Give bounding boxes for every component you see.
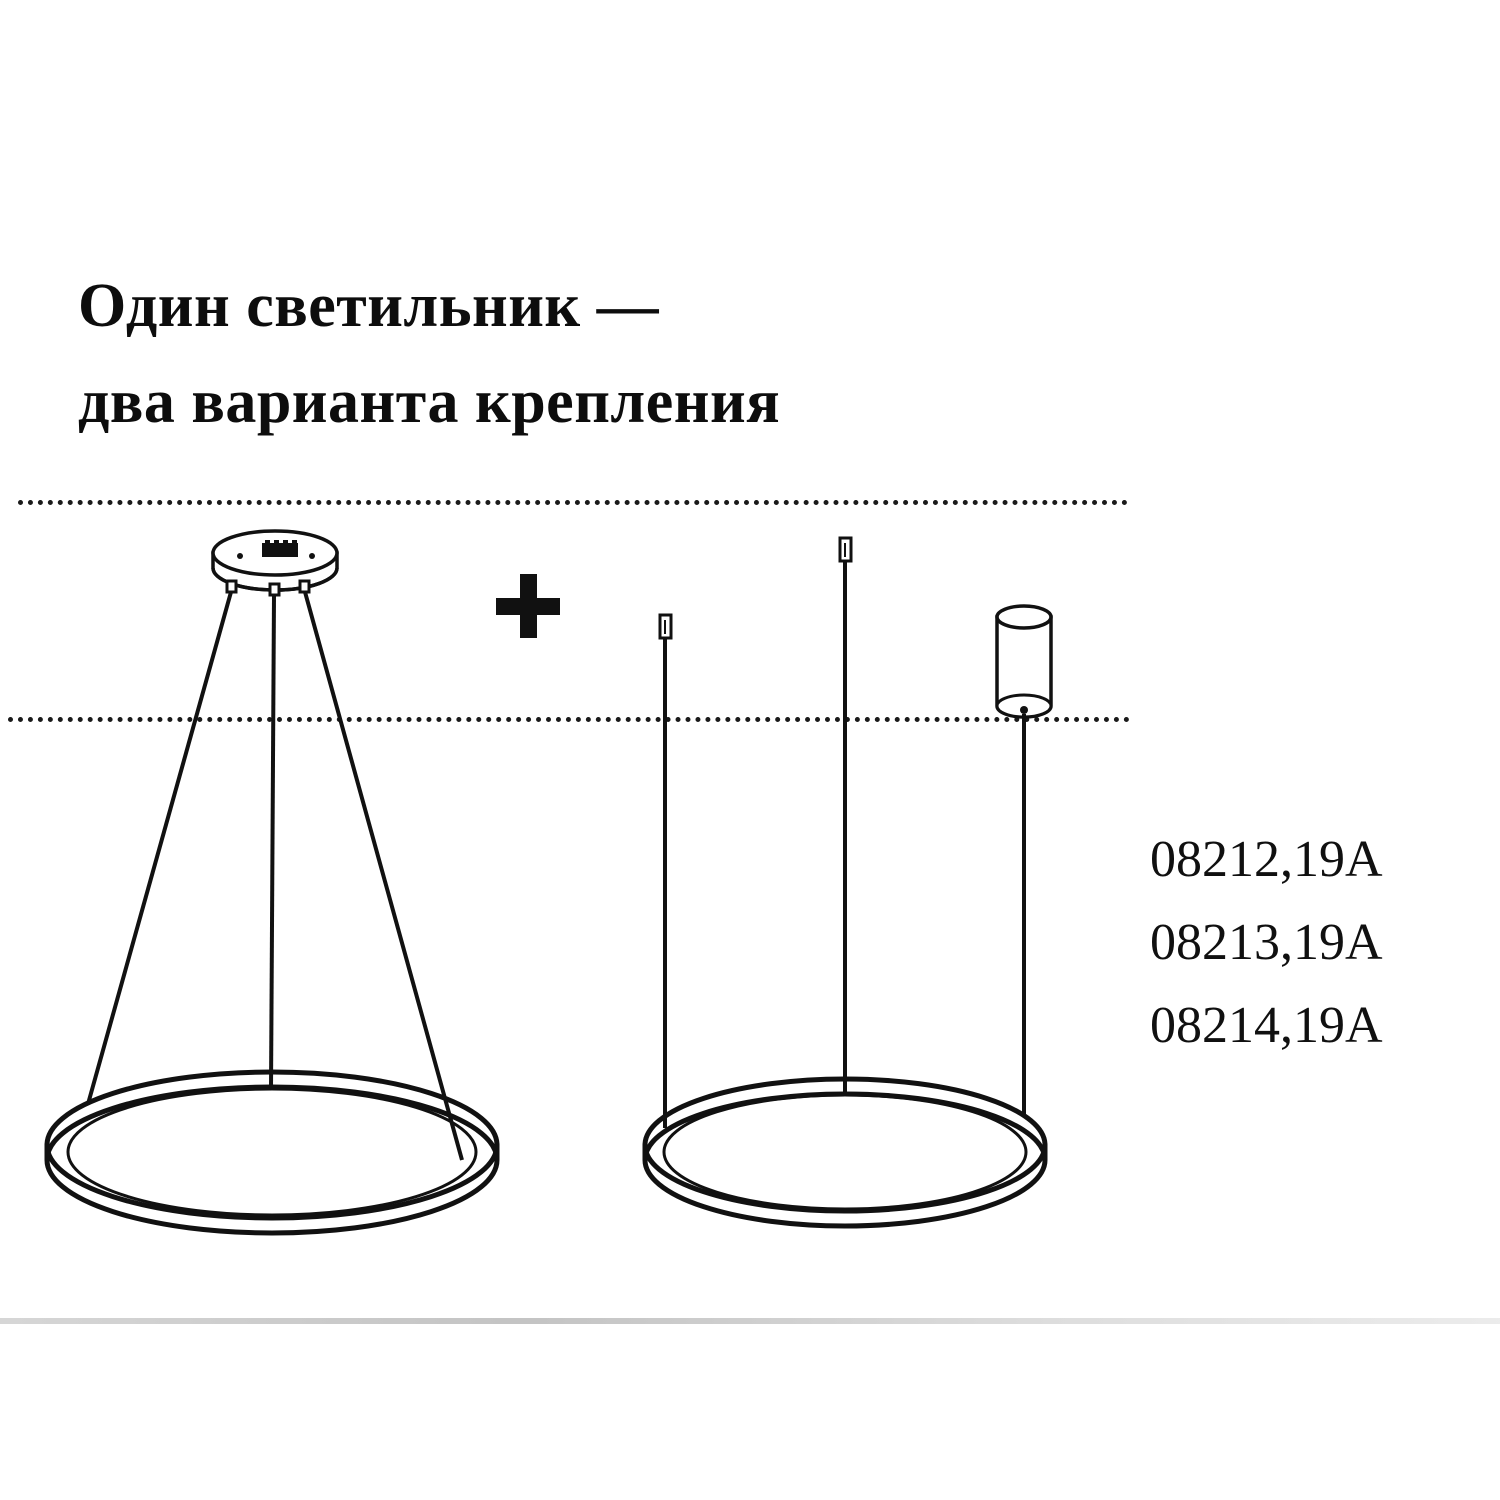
left-variant-group bbox=[47, 531, 497, 1233]
model-code-item: 08214,19A bbox=[1150, 997, 1383, 1054]
model-code-item: 08213,19A bbox=[1150, 914, 1383, 971]
cylinder-canopy bbox=[997, 606, 1051, 1115]
cable-clamp-short bbox=[660, 615, 671, 1128]
model-code-list bbox=[1150, 818, 1480, 1067]
title-line-2: два варианта крепления bbox=[78, 368, 781, 436]
right-variant-group bbox=[645, 538, 1051, 1226]
suspension-cable-center bbox=[271, 595, 274, 1090]
model-code-item: 08212,19A bbox=[1150, 831, 1383, 888]
bottom-white-margin bbox=[0, 1324, 1500, 1500]
suspension-cable-left bbox=[88, 592, 231, 1104]
cable-clamp-tall bbox=[840, 538, 851, 1092]
ring-luminaire-left bbox=[47, 1072, 497, 1233]
ring-luminaire-right bbox=[645, 1079, 1045, 1226]
title-line-1: Один светильник — bbox=[78, 272, 660, 340]
